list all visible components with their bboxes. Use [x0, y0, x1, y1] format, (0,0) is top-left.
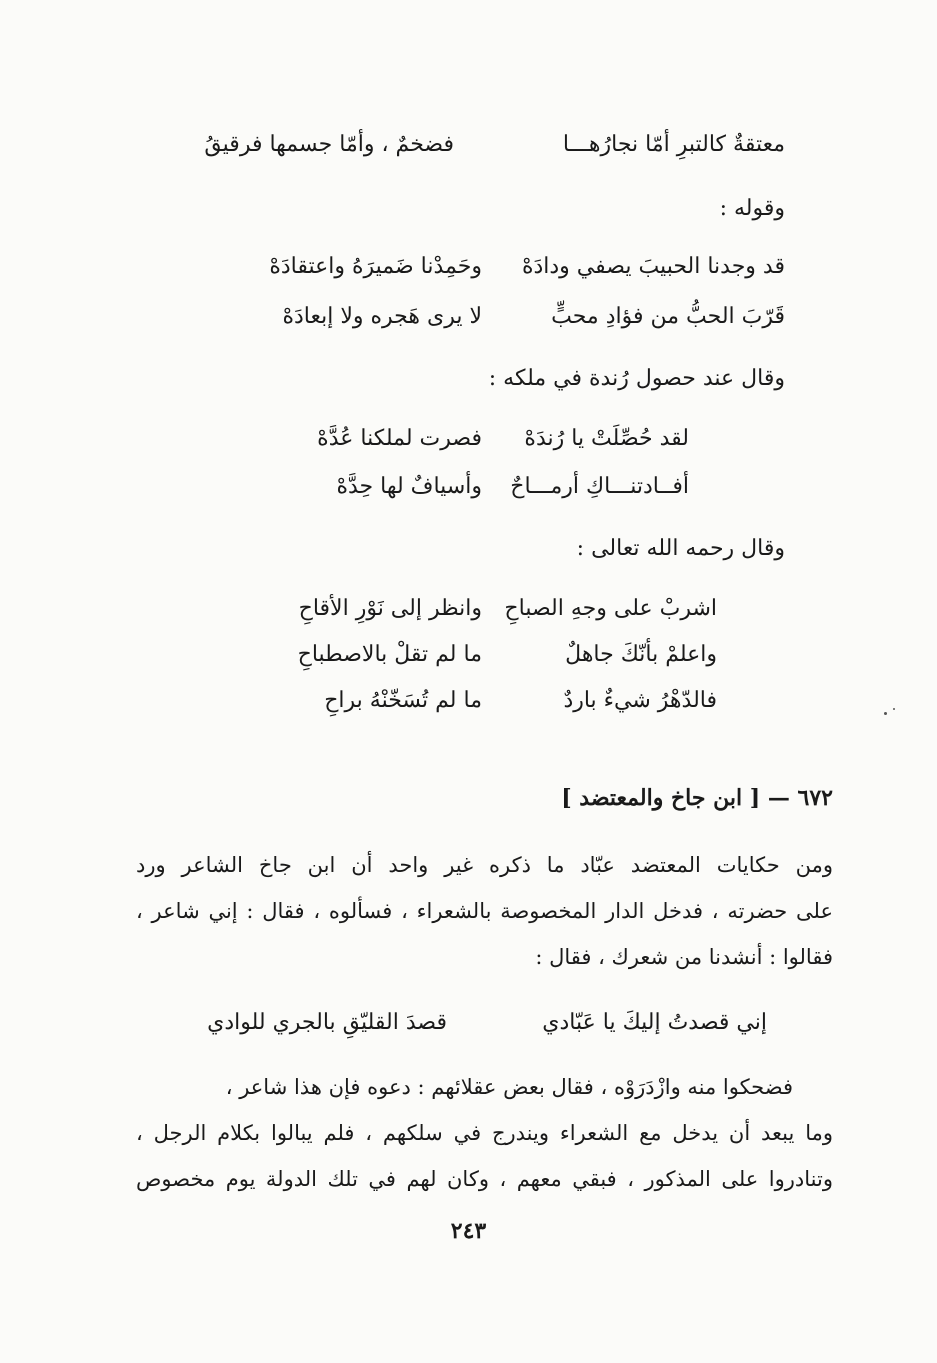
paragraph-line: على حضرته ، فدخل الدار المخصوصة بالشعراء ، فسألوه ، فقال : إني شاعر ، — [136, 899, 833, 923]
poem-line-left: وانظر إلى نَوْرِ الأقاحِ — [298, 596, 482, 621]
poem-line-left: ما لم تقلْ بالاصطباحِ — [297, 642, 482, 667]
poem-line-left: لا يرى هَجره ولا إبعادَهْ — [282, 304, 482, 329]
poem-line-right: لقد حُصِّلَتْ يا رُندَهْ — [524, 426, 689, 451]
poem-line-right: اشربْ على وجهِ الصباحِ — [504, 596, 717, 621]
poem-line-left: وأسيافٌ لها حِدَّهْ — [336, 474, 482, 499]
poem-line-left: فضخمٌ ، وأمّا جسمها فرقيقُ — [204, 132, 454, 157]
verse-right: إني قصدتُ إليكَ يا عَبّادي — [542, 1010, 767, 1035]
section-title: [ ابن جاخ والمعتضد ] — [561, 785, 761, 811]
poem-line-right: معتقةٌ كالتبرِ أمّا نجارُهـــا — [562, 132, 785, 157]
poem-line-right: واعلمْ بأنّكَ جاهلٌ — [565, 642, 717, 667]
poem-line-right: فالدّهْرُ شيءٌ باردٌ — [563, 688, 717, 713]
paragraph-line: فضحكوا منه وازْدَرَوْه ، فقال بعض عقلائهم : دعوه فإن هذا شاعر ، — [225, 1075, 793, 1099]
poem-line-left: وحَمِدْنا ضَميرَهُ واعتقادَهْ — [269, 254, 482, 279]
section-dash: — — [767, 785, 790, 811]
paragraph-2 — [136, 1064, 833, 1202]
paragraph-1 — [136, 842, 833, 980]
poem-line-left: ما لم تُسَخّنْهُ براحِ — [324, 688, 482, 713]
poem-line-right: قد وجدنا الحبيبَ يصفي ودادَهْ — [521, 254, 785, 279]
poem-line-right: قَرّبَ الحبُّ من فؤادِ محبٍّ — [551, 304, 785, 329]
section-heading — [561, 783, 833, 813]
intro-text: وقال رحمه الله تعالى : — [576, 536, 785, 561]
scan-speck — [893, 708, 895, 710]
page-number: ٢٤٣ — [450, 1218, 487, 1244]
poem-line-left: فصرت لملكنا عُدَّهْ — [317, 426, 482, 451]
poem-line-right: أفــادتنـــاكِ أرمـــاحٌ — [510, 474, 689, 499]
paragraph-line: وما يبعد أن يدخل مع الشعراء ويندرج في سلكهم ، فلم يبالوا بكلام الرجل ، — [136, 1121, 833, 1145]
scan-speck — [884, 712, 887, 715]
intro-text: وقال عند حصول رُندة في ملكه : — [488, 366, 785, 391]
paragraph-line: وتنادروا على المذكور ، فبقي معهم ، وكان لهم في تلك الدولة يوم مخصوص — [136, 1167, 833, 1191]
intro-text: وقوله : — [719, 196, 785, 221]
paragraph-line: فقالوا : أنشدنا من شعرك ، فقال : — [535, 945, 833, 969]
paragraph-line: ومن حكايات المعتضد عبّاد ما ذكره غير واحد أن ابن جاخ الشاعر ورد — [136, 853, 833, 877]
section-number: ٦٧٢ — [797, 785, 833, 811]
verse-left: قصدَ القليّقِ بالجري للوادي — [207, 1010, 447, 1035]
